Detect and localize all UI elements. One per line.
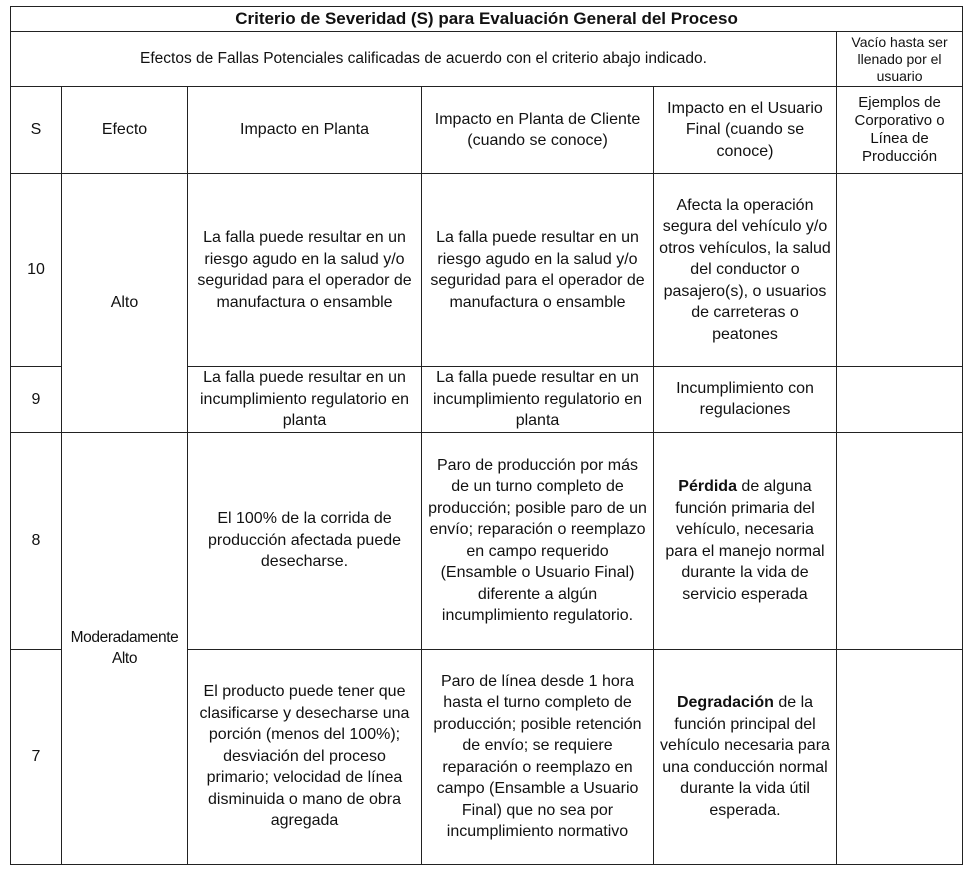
table-title: Criterio de Severidad (S) para Evaluación General del Proceso [11,7,963,32]
header-impacto-usuario: Impacto en el Usuario Final (cuando se conoce) [654,87,837,174]
impact-usuario-text: de alguna función primaria del vehículo, necesaria para el manejo normal durante la vida de servicio esperada [665,478,825,603]
impact-usuario-cell [654,432,837,649]
header-ejemplos: Ejemplos de Corporativo o Línea de Producción [837,87,963,174]
impact-usuario-text: Afecta la operación segura del vehículo y/o otros vehículos, la salud del conductor o pasajero(s), o usuarios de carreteras o peatones [659,196,831,343]
ejemplos-cell [837,367,963,433]
impact-planta-cell: La falla puede resultar en un incumplimiento regulatorio en planta [188,367,422,433]
impact-usuario-text: de la función principal del vehículo necesaria para una conducción normal durante la vida útil esperada. [660,694,830,819]
impact-usuario-keyword: Degradación [676,694,774,711]
severity-value: 8 [11,432,62,649]
impact-usuario-cell [654,367,837,433]
header-row [11,87,963,174]
impact-usuario-cell [654,649,837,864]
title-row [11,7,963,32]
impact-usuario-keyword: Pérdida [678,478,737,495]
ejemplos-cell [837,649,963,864]
impact-planta-cell: El 100% de la corrida de producción afectada puede desecharse. [188,432,422,649]
table-subtitle: Efectos de Fallas Potenciales calificadas de acuerdo con el criterio abajo indicado. [11,32,837,87]
header-impacto-cliente: Impacto en Planta de Cliente (cuando se conoce) [422,87,654,174]
user-fill-note: Vacío hasta ser llenado por el usuario [837,32,963,87]
table-row [11,432,963,649]
impact-cliente-cell: Paro de producción por más de un turno completo de producción; posible paro de un envío; reparación o reemplazo en campo requerido (Ensamble o Usuario Final) diferente a algún incumplimiento regulatorio. [422,432,654,649]
impact-usuario-text: Incumplimiento con regulaciones [676,379,814,419]
impact-cliente-cell: La falla puede resultar en un riesgo agudo en la salud y/o seguridad para el operador de manufactura o ensamble [422,174,654,367]
impact-cliente-cell: Paro de línea desde 1 hora hasta el turno completo de producción; posible retención de envío; se requiere reparación o reemplazo en campo (Ensamble a Usuario Final) que no sea por incumplimiento normativo [422,649,654,864]
header-impacto-planta: Impacto en Planta [188,87,422,174]
subtitle-row [11,32,963,87]
header-efecto: Efecto [62,87,188,174]
impact-planta-cell: El producto puede tener que clasificarse y desecharse una porción (menos del 100%); desviación del proceso primario; velocidad de línea disminuida o mano de obra agregada [188,649,422,864]
impact-cliente-cell: La falla puede resultar en un incumplimiento regulatorio en planta [422,367,654,433]
severity-value: 10 [11,174,62,367]
ejemplos-cell [837,432,963,649]
impact-usuario-cell [654,174,837,367]
header-s: S [11,87,62,174]
effect-label: Moderadamente Alto [62,432,188,864]
severity-criteria-table [10,6,963,865]
severity-value: 7 [11,649,62,864]
severity-value: 9 [11,367,62,433]
impact-planta-cell: La falla puede resultar en un riesgo agudo en la salud y/o seguridad para el operador de manufactura o ensamble [188,174,422,367]
ejemplos-cell [837,174,963,367]
effect-label: Alto [62,174,188,433]
table-row [11,174,963,367]
